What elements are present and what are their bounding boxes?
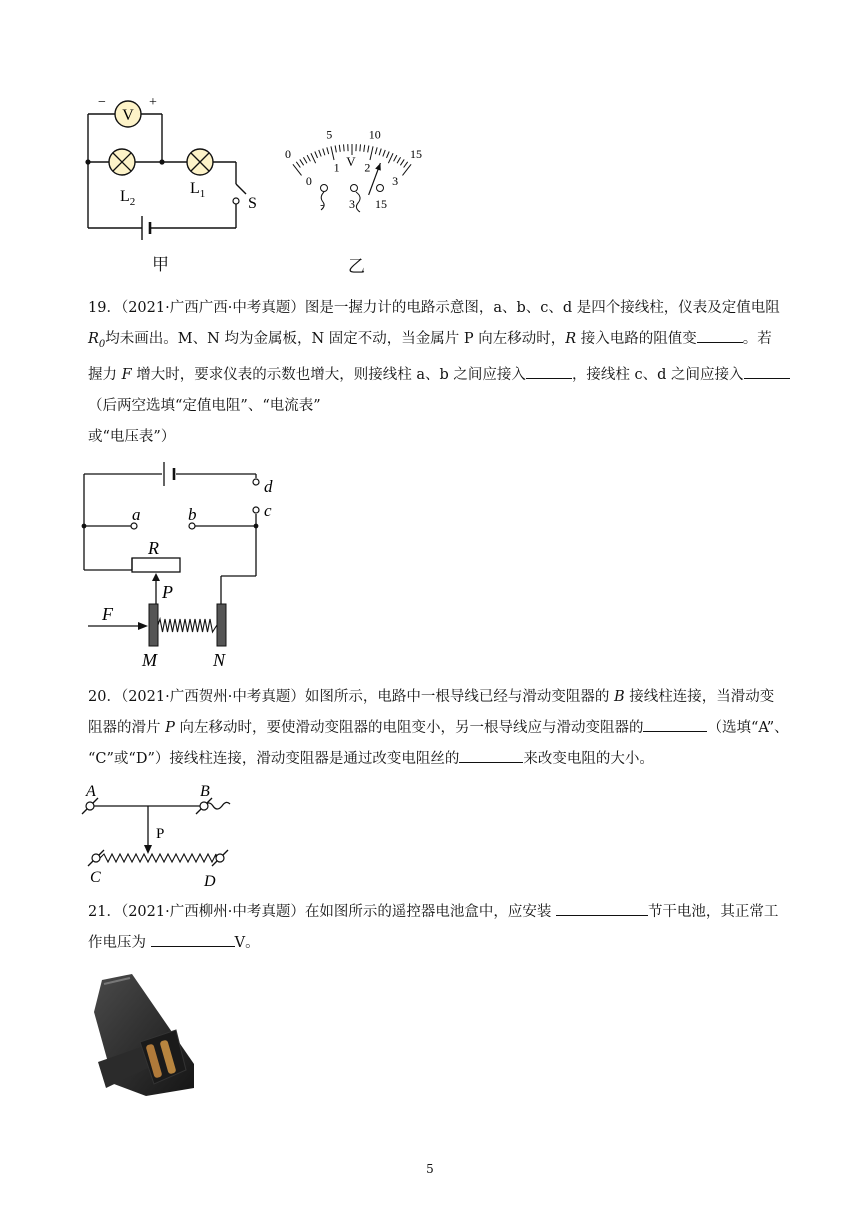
page-number: 5 [426,1162,434,1176]
dial-inner-tick-label: 0 [305,173,312,188]
terminal-b-label: b [188,505,197,524]
dial-tick [379,149,381,156]
terminal-c-label: C [90,869,101,886]
dial-tick [388,153,393,163]
figure-jia-caption: 甲 [152,255,169,275]
dial-tick [394,155,397,161]
resistance-wire [100,854,216,862]
switch-label: S [248,195,257,212]
slider-p-label: P [156,826,165,842]
dial-tick [344,144,345,151]
dial-tick [375,147,377,154]
terminal-15: 15 [375,197,387,211]
terminal-c-label: c [264,501,272,520]
terminal-d-label: d [264,477,273,496]
dial-meter-label: V [346,154,356,169]
voltmeter-label: V [122,107,134,124]
question-20: 20．（2021·广西贺州·中考真题）如图所示，电路中一根导线已经与滑动变阻器的 B 接线柱连接，当滑动变 阻器的滑片 P 向左移动时，要使滑动变阻器的电阻变小，另一根导线应与滑动变阻器的 （选填“A”、 “C”或“D”）接线柱连接，滑动变阻器是通过改变电阻丝的 来改变电阻的大小。 [88,689,789,767]
answer-blank-19-3[interactable] [744,362,790,379]
dial-tick [339,145,340,152]
dial-tick [383,150,385,157]
terminal-a-label: A [86,783,96,800]
dial-tick [368,145,369,152]
answer-blank-21-2[interactable] [151,930,235,947]
dial-outer-tick-label: 15 [410,147,423,162]
dial-tick [404,162,408,168]
dial-tick [315,152,318,158]
answer-blank-19-2[interactable] [526,362,572,379]
dial-tick [300,159,304,165]
dial-tick [307,155,310,161]
dial-inner-tick-label: 2 [364,160,371,175]
dial-tick [293,164,302,175]
slider-p-label: P [162,582,173,602]
svg-text:+: + [149,95,157,110]
answer-blank-20-1[interactable] [643,715,707,732]
dial-tick [402,164,411,175]
dial-tick [370,146,373,160]
dial-outer-tick-label: 0 [284,147,291,162]
dial-tick [400,159,404,165]
plate-m-label: M [142,650,157,670]
dial-tick [303,157,307,163]
terminal-d-label: D [204,873,216,890]
dial-inner-tick-label: 1 [333,160,340,175]
dial-tick [327,147,329,154]
terminal-3: 3 [349,197,355,211]
figure-jia-circuit [80,88,270,248]
dial-tick [311,153,316,163]
lamp-l2-label: $L_2$ [120,188,136,208]
plate-n-label: N [213,650,226,670]
terminal-a-label: a [132,505,141,524]
lamp-l1-label: $L_1$ [190,180,206,200]
figure-q20-rheostat [80,782,250,892]
dial-tick [319,150,321,157]
dial-tick [360,144,361,151]
terminal-minus: - [320,199,324,211]
figure-yi-caption: 乙 [348,257,365,277]
spring [158,619,217,632]
force-f-label: F [102,604,113,624]
answer-blank-19-1[interactable] [697,326,743,343]
dial-tick [364,145,365,152]
figure-q19-grip-circuit [80,454,290,672]
dial-tick [331,146,334,160]
resistor-r-label: R [148,538,159,558]
svg-text:−: − [98,95,106,110]
terminal-b-label: B [200,783,210,800]
dial-outer-tick-label: 10 [368,127,381,142]
dial-tick [323,149,325,156]
figure-yi-voltmeter-dial [250,90,460,220]
dial-tick [397,157,401,163]
dial-tick [335,145,336,152]
question-21: 21．（2021·广西柳州·中考真题）在如图所示的遥控器电池盒中，应安装 节干电池，其正常工 作电压为 V。 [88,897,788,959]
answer-blank-21-1[interactable] [556,899,648,916]
remote-control-image [84,972,224,1100]
question-19: 19．（2021·广西广西·中考真题）图是一握力计的电路示意图，a、b、c、d 是四个接线柱，仪表及定值电阻 $R_0$均未画出。M、N 均为金属板，N 固定不动，当金属片 P 向左移动时，R 接入电路的阻值变 。若 握力 F 增大时，要求仪表的示数也增大，则接线柱 a、b 之间应接入 ，接线柱 c、d 之间应接入 （后两空选填“定值电阻”、“电流表” 或“电压表”） [88,293,788,453]
dial-tick [296,162,300,168]
dial-inner-tick-label: 3 [392,173,399,188]
dial-tick [386,152,389,158]
dial-outer-tick-label: 5 [326,127,333,142]
answer-blank-20-2[interactable] [459,746,523,763]
